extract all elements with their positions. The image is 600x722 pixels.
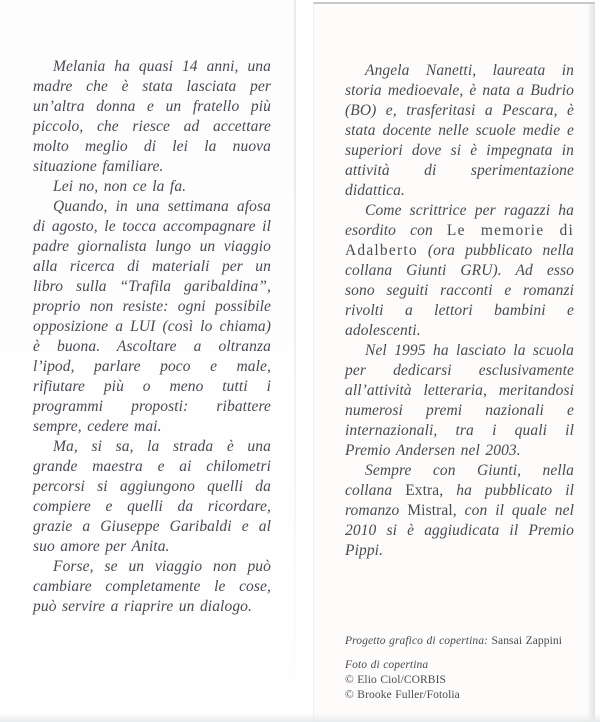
- text-segment: Le memorie di Adalberto: [345, 222, 574, 259]
- paragraph: [33, 437, 271, 557]
- paragraph: [33, 557, 271, 617]
- left-flap-synopsis: [0, 0, 294, 714]
- text-segment: Sansai Zappini: [491, 635, 563, 647]
- author-bio-text: [345, 61, 574, 561]
- paragraph: [33, 57, 271, 177]
- text-segment: Sempre con Giunti, nella collana: [345, 462, 574, 499]
- credits-block: [345, 634, 580, 703]
- paragraph: [345, 634, 580, 649]
- text-segment: Angela Nanetti, laureata in storia medioevale, è nata a Budrio (BO) e, trasferitasi a Pescara, è stata docente nelle scuole medie e superiori dove si è impegnata in attività di sperimentazione didattica.: [345, 62, 574, 199]
- paragraph: [33, 177, 271, 197]
- text-segment: Quando, in una settimana afosa di agosto, le tocca accompagnare il padre giornalista lungo un viaggio alla ricerca di materiali per un libro sulla “Trafila garibaldina”, proprio non resiste: ogni possibile opposizione a LUI (così lo chiama) è buona. Ascoltare a oltranza l’ipod, parlare poco e male, rifiutare più o meno tutti i programmi proposti: ribattere sempre, cedere mai.: [33, 198, 271, 435]
- text-segment: © Brooke Fuller/Fotolia: [345, 689, 460, 701]
- text-segment: Ma, si sa, la strada è una grande maestra e ai chilometri percorsi si aggiungono quelli da compiere e quelli da ricordare, grazie a Giuseppe Garibaldi e al suo amore per Anita.: [33, 438, 271, 555]
- text-segment: Extra: [405, 482, 440, 499]
- paragraph: [345, 61, 574, 201]
- text-segment: Foto di copertina: [345, 659, 429, 671]
- scan-bottom-edge: [0, 713, 600, 722]
- text-segment: Mistral: [407, 502, 453, 519]
- text-segment: , con il quale nel 2010 si è aggiudicata il Premio Pippi.: [345, 502, 574, 559]
- paragraph: [345, 341, 574, 461]
- text-segment: © Elio Ciol/CORBIS: [345, 674, 446, 686]
- paragraph: [345, 201, 574, 341]
- text-segment: Melania ha quasi 14 anni, una madre che è stata lasciata per un’altra donna e un fratello più piccolo, che riesce ad accettare molto meglio di lei la nuova situazione familiare.: [33, 58, 271, 175]
- right-page-author-bio: [313, 2, 595, 722]
- text-segment: Lei no, non ce la fa.: [53, 178, 187, 195]
- text-segment: (ora pubblicato nella collana Giunti GRU). Ad esso sono seguiti racconti e romanzi rivolti a lettori bambini e adolescenti.: [345, 242, 574, 339]
- text-segment: Progetto grafico di copertina:: [345, 635, 492, 647]
- paragraph: [33, 197, 271, 437]
- paragraph: [345, 461, 574, 561]
- left-flap-edge: [294, 0, 296, 714]
- text-segment: Nel 1995 ha lasciato la scuola per dedicarsi esclusivamente all’attività letteraria, meritandosi numerosi premi nazionali e internazionali, tra i quali il Premio Andersen nel 2003.: [345, 342, 574, 459]
- paragraph: [345, 673, 580, 688]
- synopsis-text: [33, 57, 271, 617]
- paragraph: [345, 658, 580, 673]
- text-segment: , ha pubblicato il romanzo: [345, 482, 575, 519]
- text-segment: Come scrittrice per ragazzi ha esordito con: [345, 202, 574, 239]
- paragraph: [345, 688, 580, 703]
- text-segment: Forse, se un viaggio non può cambiare completamente le cose, può servire a riaprire un dialogo.: [33, 558, 271, 615]
